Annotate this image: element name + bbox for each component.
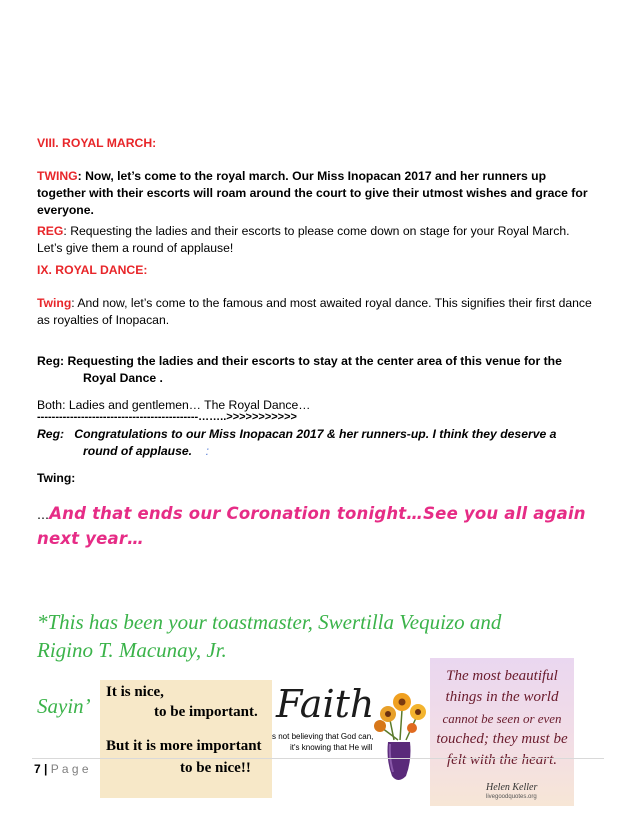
closing-line-2: next year… — [37, 529, 144, 548]
closing-message — [37, 502, 617, 551]
section-8-twing-paragraph — [37, 168, 597, 219]
card3-line-2: things in the world — [445, 689, 559, 705]
section-9-reg-paragraph — [37, 353, 607, 387]
footer-rule — [32, 758, 604, 759]
quote-card-nice — [100, 680, 272, 798]
section-9-heading: IX. ROYAL DANCE: — [37, 263, 148, 277]
reg2-colon: : — [205, 444, 209, 458]
reg2-line-1: Congratulations to our Miss Inopacan 2017 & her runners-up. I think they deserve a — [74, 427, 557, 441]
reg-text: : Requesting the ladies and their escorts to please come down on stage for your Royal March. Let’s give them a round of applause! — [37, 224, 570, 255]
card3-line-1: The most beautiful — [446, 668, 558, 684]
page-footer — [34, 762, 89, 776]
flowers-vase-icon — [372, 680, 430, 798]
reg-label: REG — [37, 224, 64, 238]
twing-label-2: Twing — [37, 296, 72, 310]
quote-card-faith — [272, 680, 428, 798]
section-8-heading: VIII. ROYAL MARCH: — [37, 136, 157, 150]
reg2-line-2-wrap — [37, 443, 607, 460]
twing-label: TWING — [37, 169, 78, 183]
reg2-line-2: round of applause. — [83, 444, 193, 458]
page-word: P a g e — [50, 762, 89, 776]
closing-line-1: And that ends our Coronation tonight…See you all again — [49, 504, 586, 523]
sayin-text: Sayin’ — [37, 694, 91, 718]
page-number: 7 — [34, 762, 41, 776]
reg-line-2: Royal Dance . — [83, 371, 163, 385]
section-9-twing-paragraph — [37, 295, 597, 329]
card3-quote — [430, 666, 574, 771]
reg-line-1: Reg: Requesting the ladies and their escorts to stay at the center area of this venue for the — [37, 354, 562, 368]
card1-line-2: to be important. — [154, 704, 258, 720]
section-8-reg-paragraph — [37, 223, 597, 257]
card3-line-4: touched; they must be — [436, 731, 568, 747]
card1-line-4: to be nice!! — [180, 760, 251, 776]
card3-site: livegoodquotes.org — [486, 794, 537, 800]
faith-sub-2: it's knowing that He will — [290, 743, 373, 752]
twing-text: : Now, let’s come to the royal march. Our Miss Inopacan 2017 and her runners up together with their escorts will roam around the court to give their utmost wishes and grace for everyone. — [37, 169, 588, 217]
toastmaster-line-2: Rigino T. Macunay, Jr. — [37, 638, 227, 662]
card1-line-3: But it is more important — [106, 738, 262, 754]
toastmaster-credit — [37, 608, 627, 664]
quote-card-helen-keller — [430, 658, 574, 806]
both-line: Both: Ladies and gentlemen… The Royal Dance… — [37, 398, 311, 412]
faith-sub-1: s not believing that God can, — [272, 732, 374, 741]
twing-text-2: : And now, let’s come to the famous and most awaited royal dance. This signifies their first dance as royalties of Inopacan. — [37, 296, 592, 327]
card3-line-5: felt with the heart. — [447, 752, 557, 768]
twing-2-label: Twing: — [37, 471, 76, 485]
card1-line-1: It is nice, — [106, 684, 164, 700]
dashes-line: --------------------------------------------……..>>>>>>>>>>> — [37, 411, 297, 423]
card3-author: Helen Keller — [486, 782, 538, 793]
reg-label-2: Reg: — [37, 427, 65, 441]
faith-title: Faith — [276, 682, 375, 726]
reg-congratulations — [37, 426, 607, 460]
page-separator: | — [44, 762, 48, 776]
toastmaster-line-1: *This has been your toastmaster, Swertilla Vequizo and — [37, 610, 502, 634]
card3-line-3: cannot be seen or even — [442, 711, 562, 726]
closing-prefix: … — [37, 508, 50, 522]
